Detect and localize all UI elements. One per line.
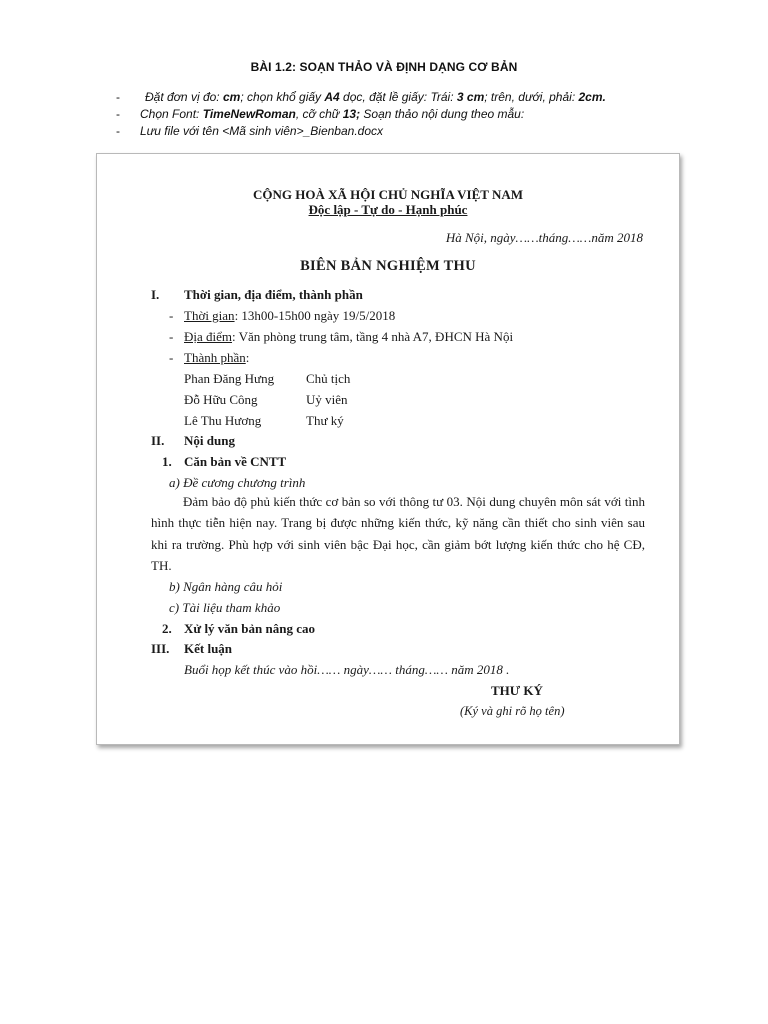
member-name: Đỗ Hữu Công (184, 392, 258, 407)
nation-motto-text: Độc lập - Tự do - Hạnh phúc (308, 202, 468, 217)
signature-note: (Ký và ghi rõ họ tên) (460, 704, 565, 718)
time-label: Thời gian (184, 308, 235, 323)
document-title: BIÊN BẢN NGHIỆM THU (300, 258, 476, 274)
subsection-2-number: 2. (162, 621, 172, 636)
section-3-title: Kết luận (184, 641, 233, 656)
instruction-item: - Đặt đơn vị đo: cm; chọn khổ giấy A4 dọc, đặt lề giấy: Trái: 3 cm; trên, dưới, phải: 2cm. (116, 90, 606, 104)
document-sample: CỘNG HOÀ XÃ HỘI CHỦ NGHĨA VIỆT NAM Độc lập - Tự do - Hạnh phúc Hà Nội, ngày……tháng……năm 2018 BIÊN BẢN NGHIỆM THU I. Thời gian, địa điểm, thành phần - Thời gian: 13h00-15h00 ngày 19/5/2018 - Địa điểm: Văn phòng trung tâm, tầng 4 nhà A7, ĐHCN Hà Nội - Thành phần: Phan Đăng Hưng Chủ tịch Đỗ Hữu Công Uỷ viên Lê Thu Hương Thư ký II. Nội dung 1. Căn bản về CNTT a) Đề cương chương trình Đảm bảo độ phủ kiến thức cơ bản so với thông tư 03. Nội dung chuyên môn sát với tình hình thực tiễn hiện nay. Trang bị được những kiến thức, kỹ năng cần thiết cho sinh viên sau khi ra trường. Phù hợp với sinh viên bậc Đại học, cần giảm bớt lượng kiến thức cho hệ CĐ, TH. b) Ngân hàng câu hỏi c) Tài liệu tham khảo 2. Xử lý văn bản nâng cao III. Kết luận Buổi họp kết thúc vào hồi…… ngày…… tháng…… năm 2018 . THƯ KÝ (Ký và ghi rõ họ tên) (96, 153, 680, 745)
item-b: b) Ngân hàng câu hỏi (169, 579, 283, 594)
members-label: Thành phần (184, 350, 246, 365)
exercise-title: BÀI 1.2: SOẠN THẢO VÀ ĐỊNH DẠNG CƠ BẢN (250, 60, 518, 74)
member-name: Phan Đăng Hưng (184, 371, 275, 386)
place-value: : Văn phòng trung tâm, tầng 4 nhà A7, ĐHCN Hà Nội (232, 329, 514, 344)
place-date: Hà Nội, ngày……tháng……năm 2018 (445, 230, 643, 245)
item-c: c) Tài liệu tham khảo (169, 600, 281, 615)
nation-header: CỘNG HOÀ XÃ HỘI CHỦ NGHĨA VIỆT NAM (252, 187, 524, 202)
instruction-item: - Lưu file với tên <Mã sinh viên>_Bienban.docx (116, 124, 384, 138)
signature-title: THƯ KÝ (491, 683, 543, 698)
instruction-item: - Chọn Font: TimeNewRoman, cỡ chữ 13; Soạn thảo nội dung theo mẫu: (116, 107, 525, 121)
time-value: : 13h00-15h00 ngày 19/5/2018 (234, 308, 396, 323)
place-label: Địa điểm (184, 329, 233, 344)
instructions-list (116, 89, 676, 140)
section-3-number: III. (151, 641, 170, 656)
item-a: a) Đề cương chương trình (169, 475, 306, 490)
section-2-title: Nội dung (184, 433, 235, 448)
subsection-1-title: Căn bản về CNTT (184, 454, 287, 469)
content-paragraph: Đảm bảo độ phủ kiến thức cơ bản so với thông tư 03. Nội dung chuyên môn sát với tình hình thực tiễn hiện nay. Trang bị được những kiến thức, kỹ năng cần thiết cho sinh viên sau khi ra trường. Phù hợp với sinh viên bậc Đại học, cần giảm bớt lượng kiến thức cho hệ CĐ, TH. (151, 494, 645, 573)
section-2-number: II. (151, 433, 165, 448)
member-role: Thư ký (306, 413, 344, 428)
nation-motto (97, 202, 679, 218)
member-name: Lê Thu Hương (184, 413, 262, 428)
section-1-title: Thời gian, địa điểm, thành phần (184, 287, 363, 302)
section-1-number: I. (151, 287, 160, 302)
member-role: Uỷ viên (306, 392, 348, 407)
conclusion-text: Buổi họp kết thúc vào hồi…… ngày…… tháng…… năm 2018 . (184, 662, 510, 677)
member-role: Chủ tịch (306, 371, 351, 386)
subsection-2-title: Xử lý văn bản nâng cao (184, 621, 315, 636)
subsection-1-number: 1. (162, 454, 172, 469)
